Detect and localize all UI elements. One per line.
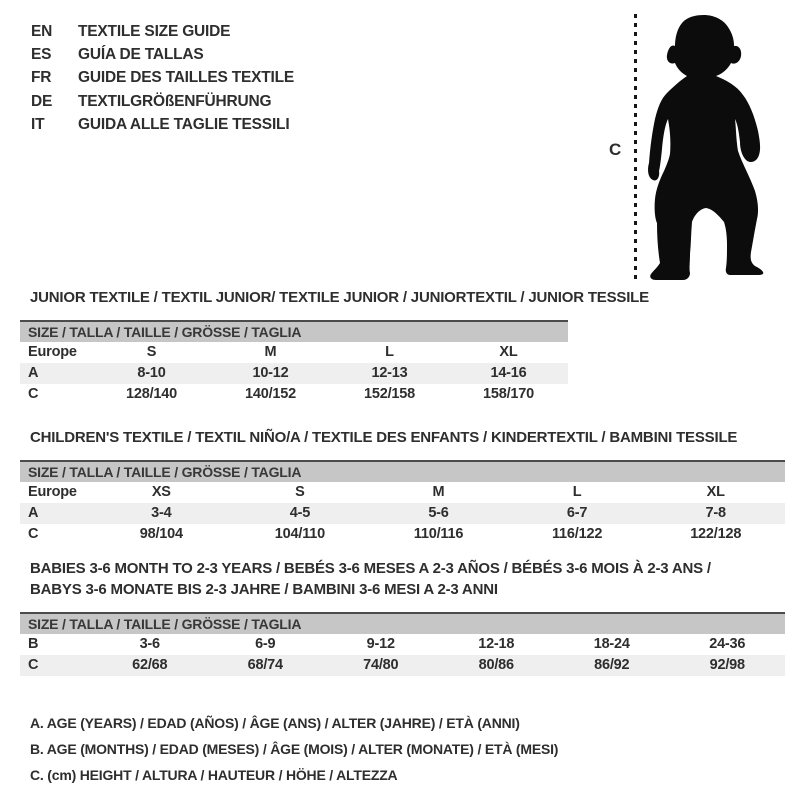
table-row	[20, 384, 568, 405]
table-cell: XS	[151, 484, 171, 500]
table-row	[20, 524, 785, 545]
lang-title: TEXTILE SIZE GUIDE	[78, 22, 231, 40]
lang-row-es	[31, 43, 294, 66]
table-cell: 4-5	[289, 505, 311, 521]
table-row	[20, 655, 785, 676]
table-cell: 3-4	[151, 505, 172, 521]
lang-title: TEXTILGRÖßENFÜHRUNG	[78, 92, 272, 110]
table-cell: 3-6	[139, 636, 160, 652]
lang-title: GUÍA DE TALLAS	[78, 46, 204, 64]
table-cell: 74/80	[363, 657, 399, 673]
row-label: C	[28, 526, 39, 542]
table-title: BABIES 3-6 MONTH TO 2-3 YEARS / BEBÉS 3-6 MESES A 2-3 AÑOS / BÉBÉS 3-6 MOIS À 2-3 ANS /	[30, 560, 711, 577]
junior-size-table	[20, 320, 568, 405]
table-cell: 14-16	[490, 365, 527, 381]
babies-size-table	[20, 612, 785, 676]
lang-title: GUIDE DES TAILLES TEXTILE	[78, 69, 295, 87]
row-label: C	[28, 386, 39, 402]
table-cell: 128/140	[125, 386, 177, 402]
table-cell: S	[146, 344, 157, 360]
table-cell: L	[385, 344, 394, 360]
junior-textile-section	[20, 287, 649, 405]
row-label: Europe	[28, 484, 77, 500]
lang-row-de	[31, 90, 294, 113]
lang-row-en	[31, 20, 294, 43]
language-title-list	[31, 20, 294, 137]
table-cell: 68/74	[247, 657, 283, 673]
table-cell: 18-24	[593, 636, 630, 652]
table-cell: 12-18	[478, 636, 515, 652]
table-cell: L	[572, 484, 582, 500]
lang-row-it	[31, 114, 294, 137]
lang-code: FR	[31, 69, 52, 87]
table-cell: 7-8	[705, 505, 726, 521]
table-row	[20, 482, 785, 503]
babies-textile-section	[20, 558, 785, 676]
table-cell: 110/116	[413, 526, 464, 542]
size-header-bar: SIZE / TALLA / TAILLE / GRÖSSE / TAGLIA	[20, 460, 785, 482]
footnote-a: A. AGE (YEARS) / EDAD (AÑOS) / ÂGE (ANS) / ALTER (JAHRE) / ETÀ (ANNI)	[30, 715, 520, 731]
table-cell: 6-7	[566, 505, 588, 521]
table-title: JUNIOR TEXTILE / TEXTIL JUNIOR/ TEXTILE JUNIOR / JUNIORTEXTIL / JUNIOR TESSILE	[30, 289, 649, 306]
table-title: CHILDREN'S TEXTILE / TEXTIL NIÑO/A / TEXTILE DES ENFANTS / KINDERTEXTIL / BAMBINI TESSILE	[30, 429, 738, 446]
toddler-silhouette-icon	[643, 13, 768, 286]
lang-code: IT	[31, 116, 45, 134]
lang-code: DE	[31, 92, 53, 110]
footnote-b: B. AGE (MONTHS) / EDAD (MESES) / ÂGE (MOIS) / ALTER (MONATE) / ETÀ (MESI)	[30, 741, 559, 757]
footnote-list	[30, 710, 558, 788]
table-cell: XL	[499, 344, 518, 360]
table-cell: 10-12	[252, 365, 289, 381]
table-cell: M	[432, 484, 445, 500]
table-cell: 158/170	[482, 386, 534, 402]
table-cell: 98/104	[139, 526, 183, 542]
table-cell: M	[264, 344, 277, 360]
table-cell: 104/110	[274, 526, 325, 542]
table-cell: 12-13	[371, 365, 408, 381]
table-cell: 24-36	[709, 636, 746, 652]
table-row	[20, 363, 568, 384]
row-label: B	[28, 636, 39, 652]
footnote-c: C. (cm) HEIGHT / ALTURA / HAUTEUR / HÖHE / ALTEZZA	[30, 767, 398, 783]
table-cell: 152/158	[363, 386, 415, 402]
row-label: Europe	[28, 344, 77, 360]
table-cell: 80/86	[478, 657, 514, 673]
table-cell: 62/68	[132, 657, 168, 673]
table-cell: 8-10	[137, 365, 166, 381]
table-row	[20, 342, 568, 363]
table-cell: 116/122	[551, 526, 603, 542]
table-row	[20, 503, 785, 524]
table-cell: 92/98	[709, 657, 745, 673]
table-row	[20, 634, 785, 655]
children-textile-section	[20, 427, 785, 545]
row-label: A	[28, 505, 39, 521]
lang-code: ES	[31, 46, 52, 64]
table-cell: 86/92	[594, 657, 630, 673]
lang-row-fr	[31, 67, 294, 90]
table-cell: S	[295, 484, 305, 500]
table-cell: 6-9	[255, 636, 276, 652]
size-header-bar: SIZE / TALLA / TAILLE / GRÖSSE / TAGLIA	[20, 612, 785, 634]
table-cell: 140/152	[244, 386, 296, 402]
table-cell: 9-12	[366, 636, 395, 652]
height-measure-label: C	[609, 140, 622, 159]
table-cell: XL	[706, 484, 725, 500]
table-cell: 122/128	[690, 526, 742, 542]
height-dotted-line	[634, 14, 637, 281]
size-header-bar: SIZE / TALLA / TAILLE / GRÖSSE / TAGLIA	[20, 320, 568, 342]
lang-title: GUIDA ALLE TAGLIE TESSILI	[78, 116, 290, 134]
table-title-line2: BABYS 3-6 MONATE BIS 2-3 JAHRE / BAMBINI 3-6 MESI A 2-3 ANNI	[30, 581, 498, 598]
lang-code: EN	[31, 22, 53, 40]
row-label: C	[28, 657, 39, 673]
children-size-table	[20, 460, 785, 545]
table-cell: 5-6	[428, 505, 449, 521]
row-label: A	[28, 365, 39, 381]
